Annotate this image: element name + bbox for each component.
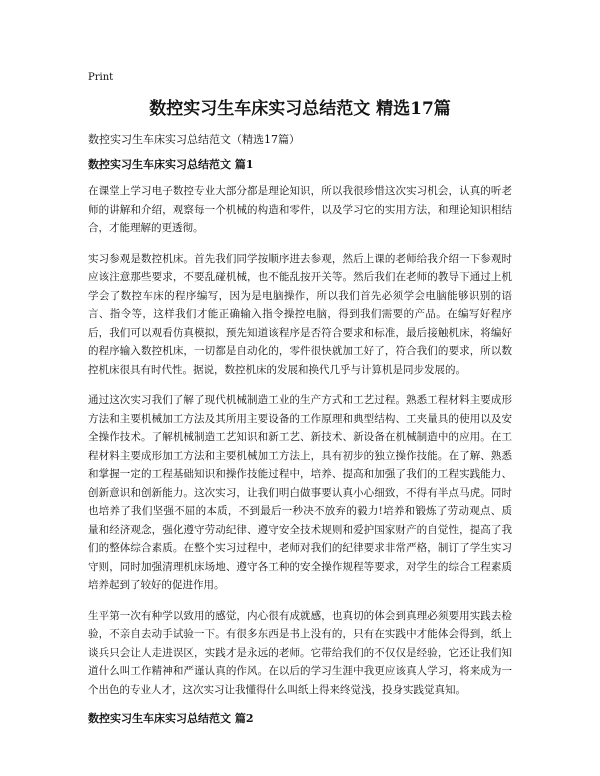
document-title: 数控实习生车床实习总结范文 精选17篇 xyxy=(149,99,451,119)
print-link[interactable]: Print xyxy=(88,72,114,83)
section-heading-1: 数控实习生车床实习总结范文 篇1 xyxy=(88,158,254,171)
paragraph-2: 实习参观是数控机床。首先我们同学按顺序进去参观，然后上课的老师给我介绍一下参观时应该注意那些要求，不要乱碰机械，也不能乱按开关等。然后我们在老师的教导下通过上机学会了数控车床的程序编写，因为是电脑操作，所以我们首先必须学会电脑能够识别的语言、指令等，这样我们才能正确输入指令操控电脑，得到我们需要的产品。在编写好程序后，我们可以观看仿真模拟，预先知道该程序是否符合要求和标准，最后接触机床，将编好的程序输入数控机床，一切都是自动化的，零件很快就加工好了，符合我们的要求，所以数控机床很具有时代性。据说，数控机床的发展和换代几乎与计算机是同步发展的。 xyxy=(88,252,512,376)
paragraph-1: 在课堂上学习电子数控专业大部分都是理论知识，所以我很珍惜这次实习机会，认真的听老师的讲解和介绍，观察每一个机械的构造和零件，以及学习它的实用方法，和理论知识相结合，才能理解的更透彻。 xyxy=(88,185,512,234)
paragraph-3: 通过这次实习我们了解了现代机械制造工业的生产方式和工艺过程。熟悉工程材料主要成形方法和主要机械加工方法及其所用主要设备的工作原理和典型结构、工夹量具的使用以及安全操作技术。了解机械制造工艺知识和新工艺、新技术、新设备在机械制造中的应用。在工程材料主要成形加工方法和主要机械加工方法上，具有初步的独立操作技能。在了解、熟悉和掌握一定的工程基础知识和操作技能过程中，培养、提高和加强了我们的工程实践能力、创新意识和创新能力。这次实习，让我们明白做事要认真小心细致，不得有半点马虎。同时也培养了我们坚强不屈的本质，不到最后一秒决不放弃的毅力!培养和锻炼了劳动观点、质量和经济观念，强化遵守劳动纪律、遵守安全技术规则和爱护国家财产的自觉性，提高了我们的整体综合素质。在整个实习过程中，老师对我们的纪律要求非常严格，制订了学生实习守则，同时加强清理机床场地、遵守各工种的安全操作规程等要求，对学生的综合工程素质培养起到了较好的促进作用。 xyxy=(88,394,512,591)
document-subtitle: 数控实习生车床实习总结范文（精选17篇） xyxy=(88,133,300,146)
paragraph-4: 生平第一次有种学以致用的感觉，内心很有成就感，也真切的体会到真理必须要用实践去检验，不亲自去动手试验一下。有很多东西是书上没有的，只有在实践中才能体会得到，纸上谈兵只会让人走进误区，实践才是永远的老师。它带给我们的不仅仅是经验，它还让我们知道什么叫工作精神和严谨认真的作风。在以后的学习生涯中我更应该真人学习，将来成为一个出色的专业人才，这次实习让我懂得什么叫纸上得来终觉浅，投身实践觉真知。 xyxy=(88,609,512,696)
section-heading-2: 数控实习生车床实习总结范文 篇2 xyxy=(88,712,254,725)
